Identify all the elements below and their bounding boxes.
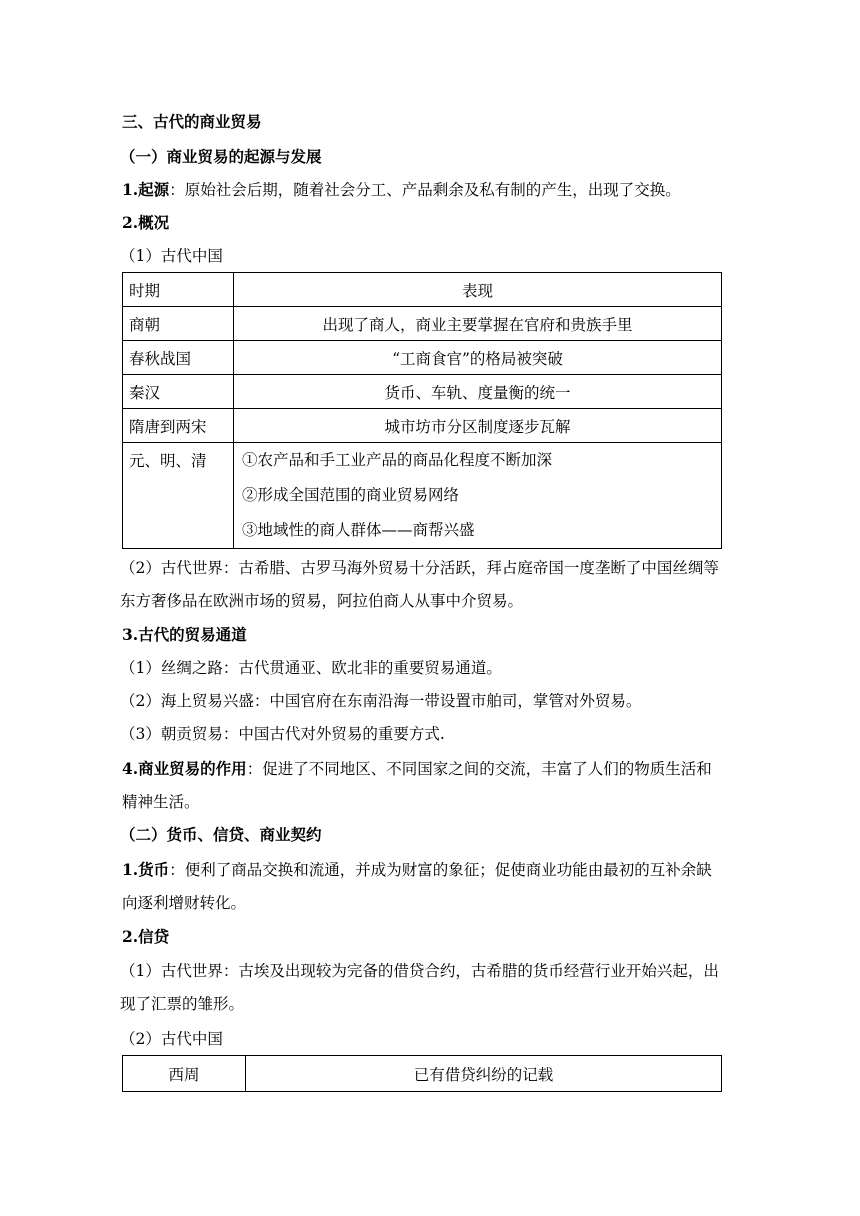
- table-header-row: [123, 273, 722, 307]
- part1-heading: （一）商业贸易的起源与发展: [120, 147, 322, 166]
- role-paragraph: [122, 752, 722, 819]
- channels-label: 3.古代的贸易通道: [122, 625, 247, 644]
- credit-label: 2.信贷: [122, 927, 170, 946]
- period-cell: 秦汉: [123, 375, 234, 409]
- origin-paragraph: [122, 178, 681, 202]
- period-cell: 西周: [123, 1056, 246, 1092]
- desc-cell-multi: [234, 443, 722, 549]
- header-period: 时期: [123, 273, 234, 307]
- origin-text: ：原始社会后期，随着社会分工、产品剩余及私有制的产生，出现了交换。: [169, 181, 681, 199]
- credit-world-paragraph: （1）古代世界：古埃及出现较为完备的借贷合约，古希腊的货币经营行业开始兴起，出现了汇票的雏形。: [120, 962, 719, 1013]
- section-title: 三、古代的商业贸易: [122, 112, 262, 131]
- china-period-table: [122, 272, 722, 549]
- role-label: 4.商业贸易的作用: [122, 759, 247, 778]
- channel-item: （2）海上贸易兴盛：中国官府在东南沿海一带设置市舶司，掌管对外贸易。: [120, 692, 642, 710]
- part2-heading: （二）货币、信贷、商业契约: [120, 825, 322, 844]
- period-cell: 隋唐到两宋: [123, 409, 234, 443]
- period-cell: 商朝: [123, 307, 234, 341]
- table-row: [123, 443, 722, 549]
- table-row: [123, 375, 722, 409]
- credit-china-table: [122, 1055, 722, 1092]
- overview-label: 2.概况: [122, 213, 170, 232]
- table-row: [123, 409, 722, 443]
- desc-cell: 出现了商人，商业主要掌握在官府和贵族手里: [234, 307, 722, 341]
- channel-item: （1）丝绸之路：古代贯通亚、欧北非的重要贸易通道。: [120, 659, 502, 677]
- channel-item: （3）朝贡贸易：中国古代对外贸易的重要方式.: [120, 725, 445, 743]
- currency-label: 1.货币: [122, 860, 170, 879]
- desc-cell: 已有借贷纠纷的记载: [246, 1056, 722, 1092]
- world-paragraph: （2）古代世界：古希腊、古罗马海外贸易十分活跃，拜占庭帝国一度垄断了中国丝绸等东方奢侈品在欧洲市场的贸易，阿拉伯商人从事中介贸易。: [120, 559, 719, 610]
- desc-cell: 城市坊市分区制度逐步瓦解: [234, 409, 722, 443]
- desc-item: ②形成全国范围的商业贸易网络: [242, 486, 460, 504]
- period-cell: 元、明、清: [123, 443, 234, 549]
- header-desc: 表现: [234, 273, 722, 307]
- credit-china-heading: （2）古代中国: [120, 1030, 223, 1048]
- table-row: [123, 1056, 722, 1092]
- currency-paragraph: [122, 853, 722, 920]
- desc-item: ③地域性的商人群体——商帮兴盛: [242, 521, 475, 539]
- origin-label: 1.起源: [122, 180, 170, 199]
- table-row: [123, 341, 722, 375]
- china-heading: （1）古代中国: [120, 247, 223, 265]
- role-text: ：促进了不同地区、不同国家之间的交流，丰富了人们的物质生活和精神生活。: [122, 760, 712, 811]
- period-cell: 春秋战国: [123, 341, 234, 375]
- desc-cell: 货币、车轨、度量衡的统一: [234, 375, 722, 409]
- desc-item: ①农产品和手工业产品的商品化程度不断加深: [242, 451, 553, 469]
- currency-text: ：便利了商品交换和流通，并成为财富的象征；促使商业功能由最初的互补余缺向逐利增财转化。: [122, 861, 712, 912]
- desc-cell: “工商食官”的格局被突破: [234, 341, 722, 375]
- table-row: [123, 307, 722, 341]
